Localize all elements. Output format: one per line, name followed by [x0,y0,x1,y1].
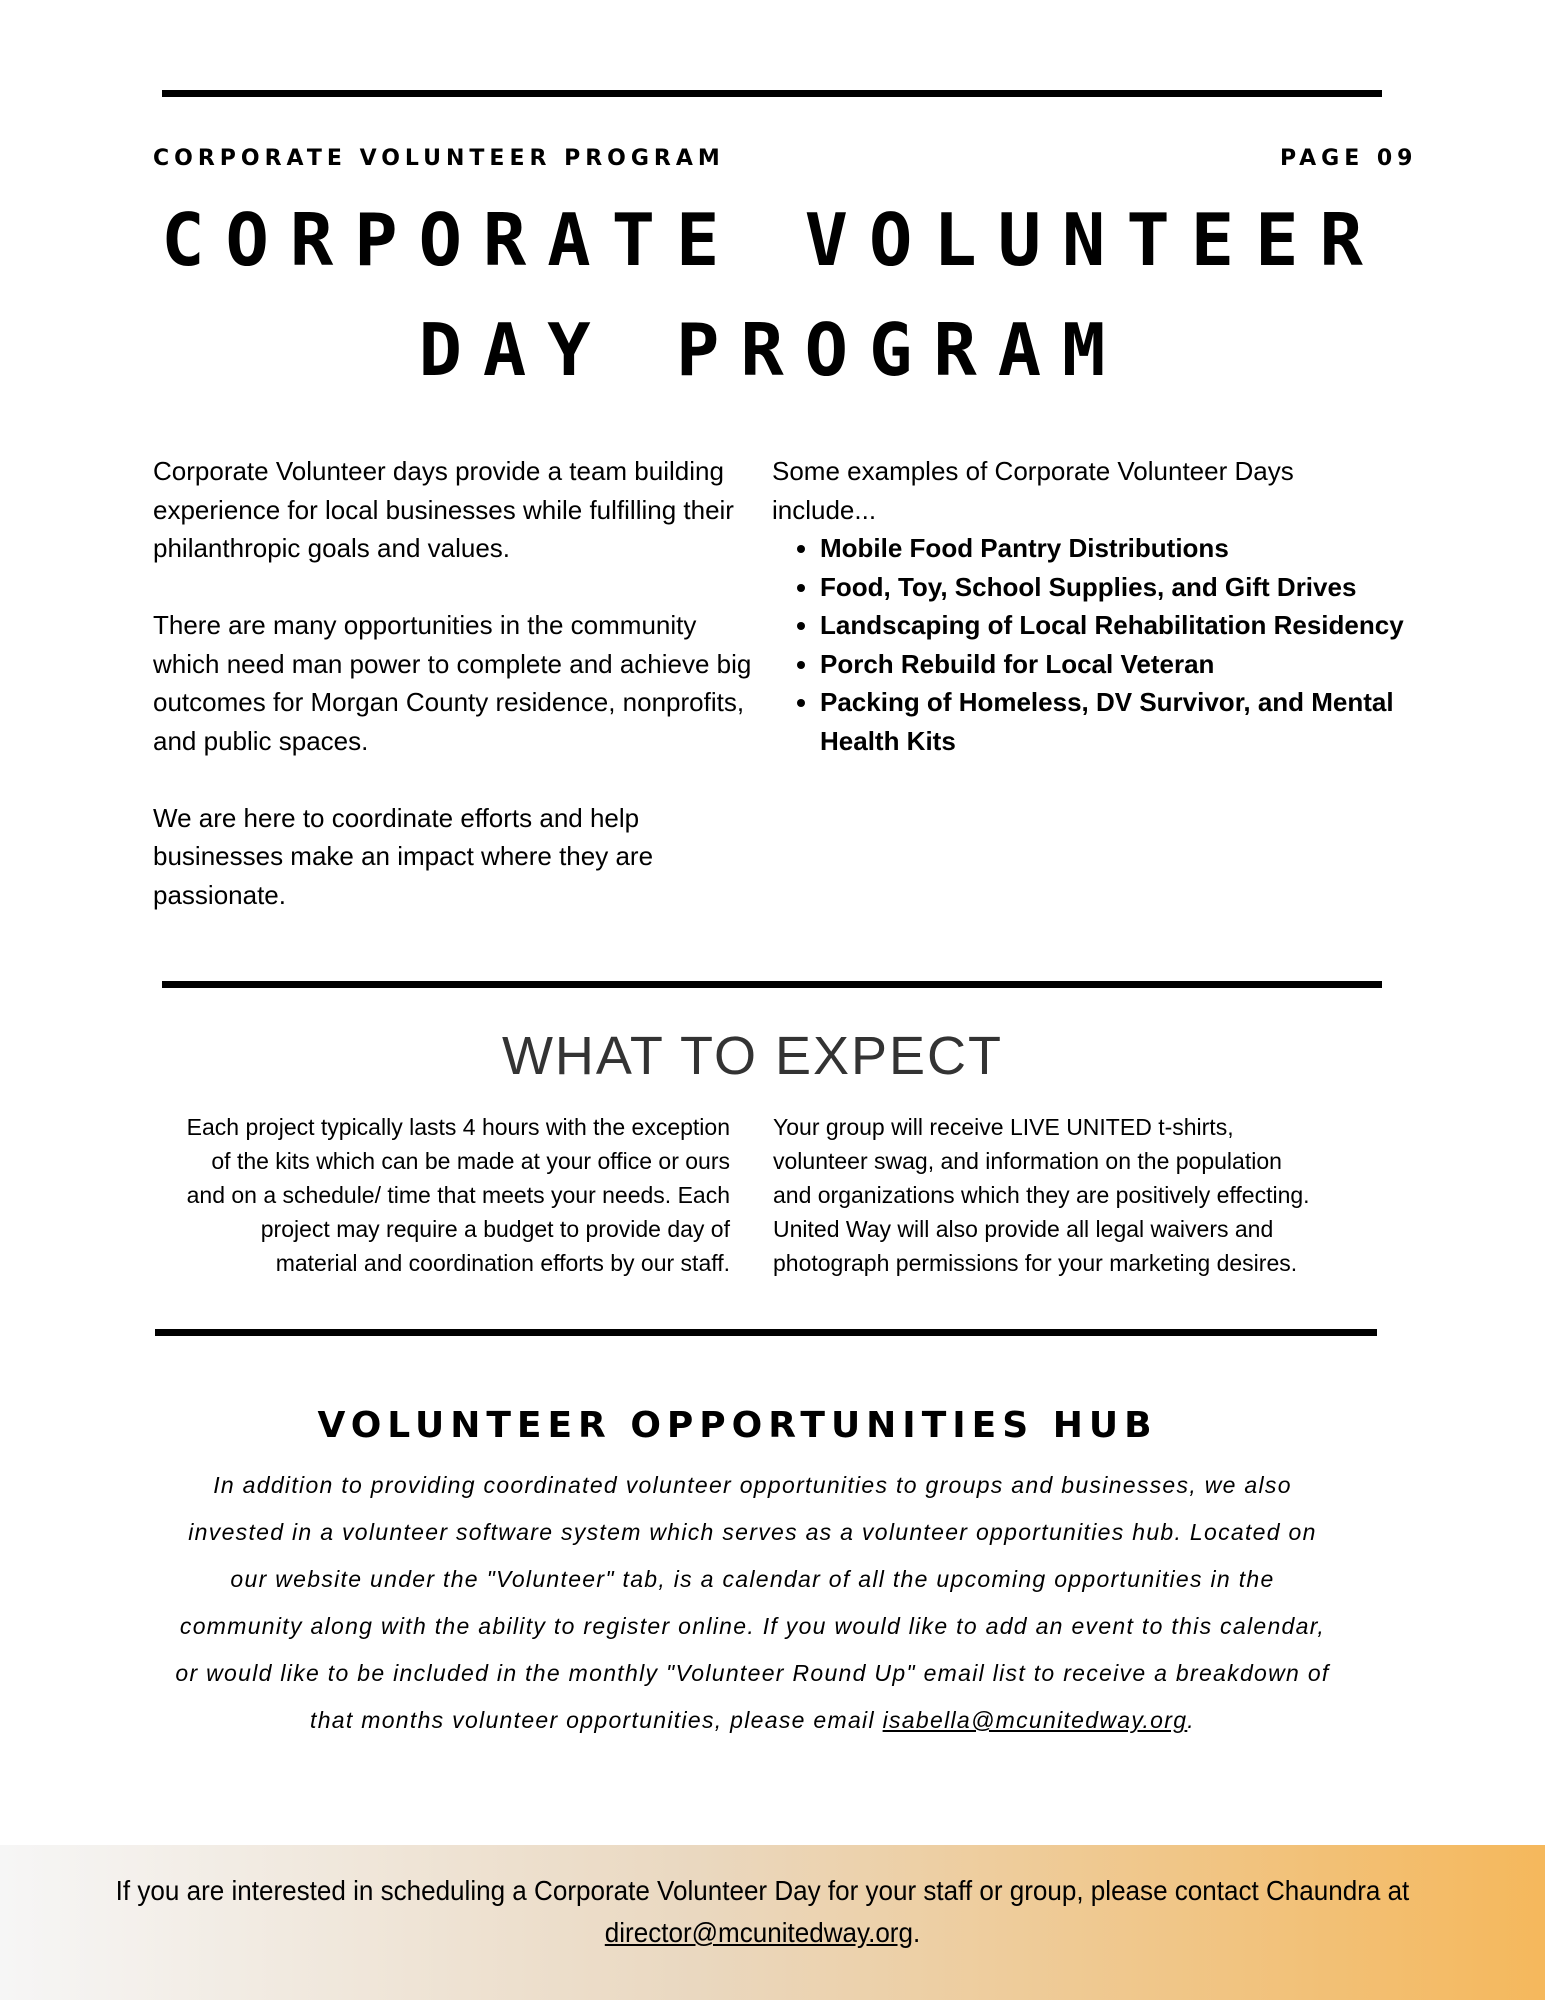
footer-period: . [912,1917,921,1948]
list-item: • Packing of Homeless, DV Survivor, and Mental Health Kits [820,683,1412,760]
footer-text [53,1870,1471,1954]
middle-divider [162,981,1382,988]
intro-paragraph: We are here to coordinate efforts and help businesses make an impact where they are passionate. [153,802,654,910]
hub-email-link[interactable]: isabella@mcunitedway.org [882,1707,1188,1733]
page-title-line1: CORPORATE VOLUNTEER [161,198,1384,282]
footer-email-link[interactable]: director@mcunitedway.org [604,1917,913,1948]
expect-right-text: Your group will receive LIVE UNITED t-shirts, volunteer swag, and information on the population and organizations which they are positively effecting. United Way will also provide all legal waivers and photograph permissions for your marketing desires. [773,1114,1310,1276]
intro-right-column [772,452,1412,760]
list-item: • Landscaping of Local Rehabilitation Residency [820,606,1412,645]
header-page-number: PAGE 09 [1280,146,1418,171]
footer-message: If you are interested in scheduling a Corporate Volunteer Day for your staff or group, please contact Chaundra at [115,1875,1410,1906]
hub-email-period: . [1187,1707,1195,1733]
expect-heading: WHAT TO EXPECT [501,1026,1004,1086]
list-item: • Food, Toy, School Supplies, and Gift Drives [820,568,1412,607]
contact-footer [0,1845,1545,2000]
page-title-line2: DAY PROGRAM [418,308,1127,392]
header-program-name: CORPORATE VOLUNTEER PROGRAM [153,146,725,171]
top-divider [162,90,1382,97]
examples-list [772,529,1412,760]
hub-body-text: In addition to providing coordinated volunteer opportunities to groups and businesses, we also invested in a volunteer software system which serves as a volunteer opportunities hub. Located on our website under the "Volunteer" tab, is a calendar of all the upcoming opportunities in the community along with the ability to register online. If you would like to add an event to this calendar, or would like to be included in the monthly "Volunteer Round Up" email list to receive a breakdown of that months volunteer opportunities, please email [175,1472,1330,1733]
list-item: • Mobile Food Pantry Distributions [820,529,1412,568]
page-title [0,185,1545,405]
intro-paragraph: There are many opportunities in the community which need man power to complete and achieve big outcomes for Morgan County residence, nonprofits, and public spaces. [153,610,752,756]
hub-body [170,1462,1335,1744]
list-item: • Porch Rebuild for Local Veteran [820,645,1412,684]
intro-left-column [153,452,753,914]
expect-left-text: Each project typically lasts 4 hours with the exception of the kits which can be made at your office or ours and on a schedule/ time that meets your needs. Each project may require a budget to provide day of material and coordination efforts by our staff. [186,1114,730,1276]
hub-heading: VOLUNTEER OPPORTUNITIES HUB [317,1405,1158,1446]
examples-lead: Some examples of Corporate Volunteer Days include... [772,456,1294,525]
intro-paragraph: Corporate Volunteer days provide a team building experience for local businesses while fulfilling their philanthropic goals and values. [153,456,734,563]
lower-divider [155,1329,1377,1336]
